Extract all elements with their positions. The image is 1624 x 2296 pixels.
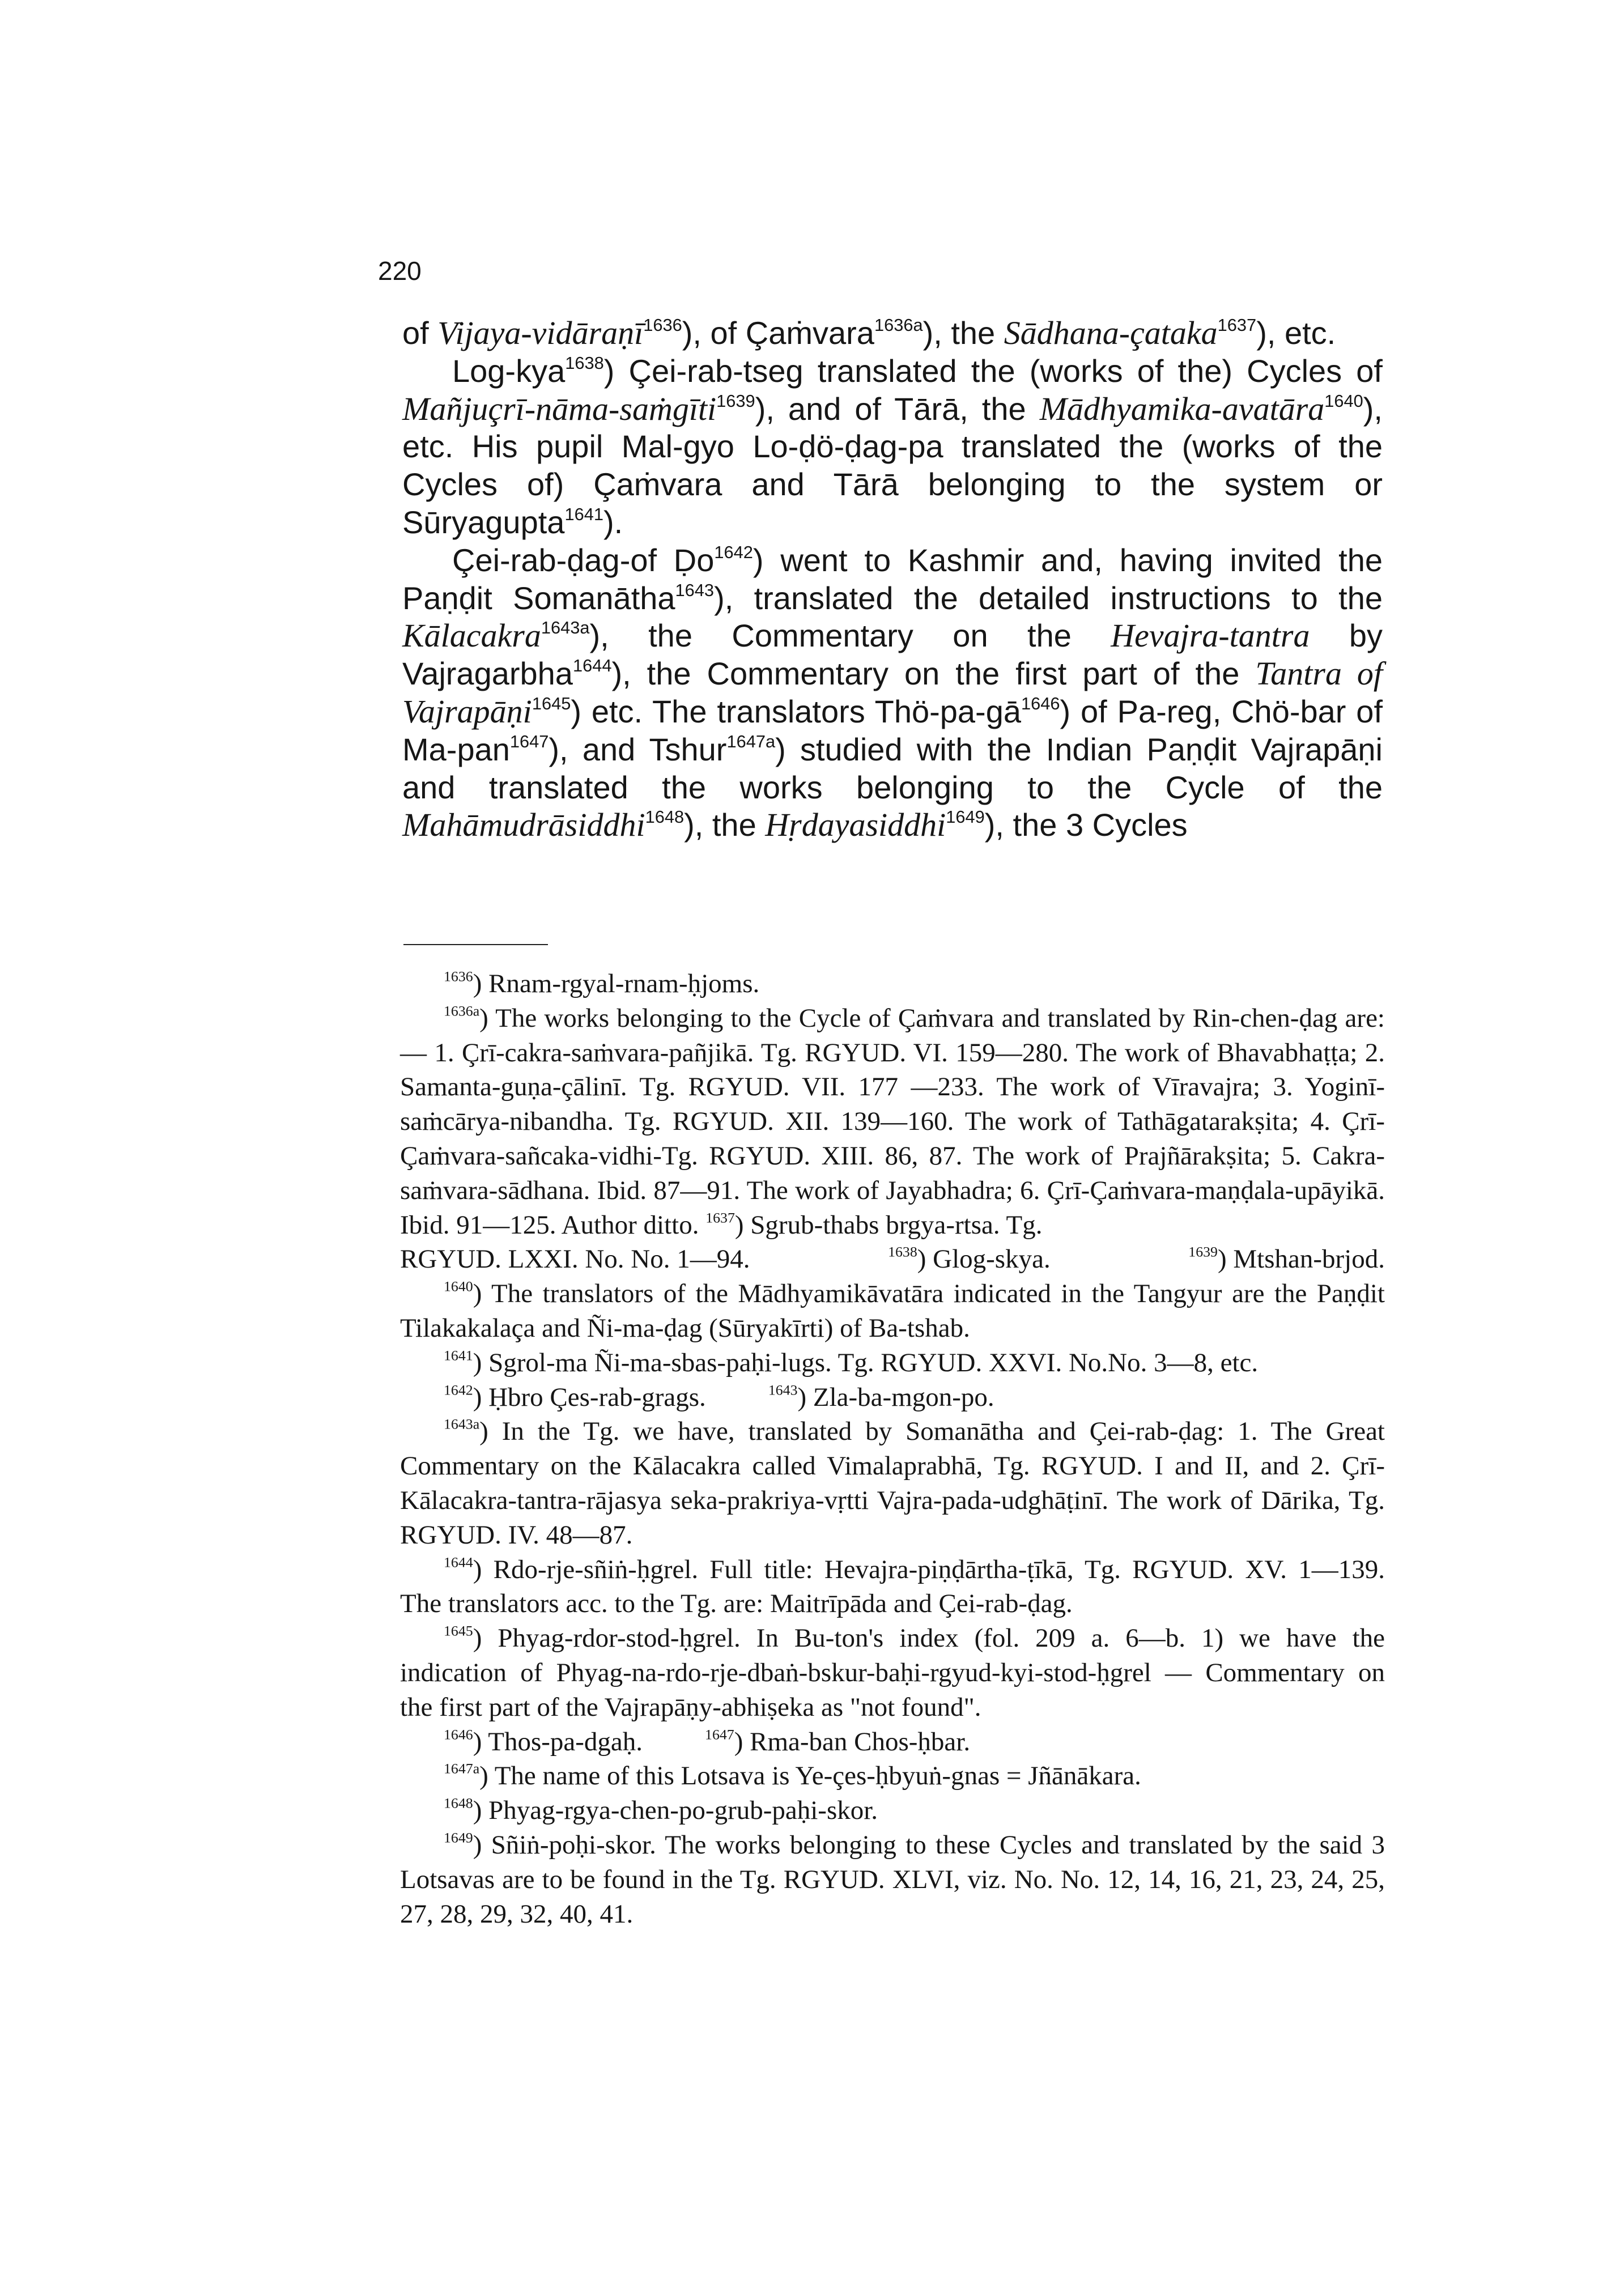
footnote-1642: $^{1642}$) Ḥbro Çes-rab-grags.: [444, 1381, 706, 1412]
footnote-1636a-text: $^{1636a}$) The works belonging to the Cycle of Çaṁvara and translated by Rin-chen-ḍag are: — 1. Çrī-cakra-saṁvara-pañjikā. Tg. RGYUD. VI. 159—280. The work of Bhavabhaṭṭa; 2. Samanta-guṇa-çālinī. Tg. RGYUD. VII. 177 —233. The work of Vīravajra; 3. Yoginī-saṁcārya-nibandha. Tg. RGYUD. XII. 139—160. The work of Tathāgatarakṣita; 4. Çrī-Çaṁvara-sañcaka-vidhi-Tg. RGYUD. XIII. 86, 87. The work of Prajñārakṣita; 5. Cakra-saṁvara-sādhana. Ibid. 87—91. The work of Jayabhadra; 6. Çrī-Çaṁvara-maṇḍala-upāyikā. Ibid. 91—125. Author ditto.: [400, 1002, 1385, 1240]
footnote-divider: [403, 944, 548, 945]
footnotes: [400, 967, 1385, 1931]
footnote-1643a: $^{1643a}$) In the Tg. we have, translated by Somanātha and Çei-rab-ḍag: 1. The Great Commentary on the Kālacakra called Vimalaprabhā, Tg. RGYUD. I and II, and 2. Çrī-Kālacakra-tantra-rājasya seka-prakriya-vṛtti Vajra-pada-udghāṭinī. The work of Dārika, Tg. RGYUD. IV. 48—87.: [400, 1415, 1385, 1550]
footnote-1638: $^{1638}$) Glog-skya.: [888, 1244, 1051, 1274]
footnote-1641: $^{1641}$) Sgrol-ma Ñi-ma-sbas-paḥi-lugs. Tg. RGYUD. XXVI. No.No. 3—8, etc.: [444, 1347, 1259, 1377]
body-paragraph-2: Log-kya$^{1638}$) Çei-rab-tseg translated the (works of the) Cycles of Mañjuçrī-nāma-saṁgīti$^{1639}$), and of Tārā, the Mādhyamika-avatāra$^{1640}$), etc. His pupil Mal-gyo Lo-ḍö-ḍag-pa translated the (works of the Cycles of) Çaṁvara and Tārā belonging to the system or Sūryagupta$^{1641}$).: [402, 352, 1383, 540]
footnote-line-1646-1647: [400, 1725, 1385, 1759]
footnote-1644: $^{1644}$) Rdo-rje-sñiṅ-ḥgrel. Full title: Hevajra-piṇḍārtha-ṭīkā, Tg. RGYUD. XV. 1—139. The translators acc. to the Tg. are: Maitrīpāda and Çei-rab-ḍag.: [400, 1554, 1385, 1619]
footnote-1645: $^{1645}$) Phyag-rdor-stod-ḥgrel. In Bu-ton's index (fol. 209 a. 6—b. 1) we have the indication of Phyag-na-rdo-rje-dbaṅ-bskur-baḥi-rgyud-kyi-stod-ḥgrel — Commentary on the first part of the Vajrapāṇy-abhiṣeka as "not found".: [400, 1622, 1385, 1722]
body-paragraph-1: of Vijaya-vidāraṇī$^{1636}$), of Çaṁvara$^{1636a}$), the Sādhana-çataka$^{1637}$), etc.: [402, 314, 1336, 351]
footnote-1639: $^{1639}$) Mtshan-brjod.: [1188, 1244, 1385, 1274]
page-number: 220: [378, 256, 422, 286]
footnote-1637-end: RGYUD. LXXI. No. No. 1—94.: [400, 1244, 750, 1274]
footnote-1636: $^{1636}$) Rnam-rgyal-rnam-ḥjoms.: [444, 968, 760, 998]
footnote-1649: $^{1649}$) Sñiṅ-poḥi-skor. The works belonging to these Cycles and translated by the said 3 Lotsavas are to be found in the Tg. RGYUD. XLVI, viz. No. No. 12, 14, 16, 21, 23, 24, 25, 27, 28, 29, 32, 40, 41.: [400, 1829, 1385, 1929]
footnote-1648: $^{1648}$) Phyag-rgya-chen-po-grub-paḥi-skor.: [444, 1795, 878, 1826]
footnote-line-1637-1639: [400, 1242, 1385, 1277]
main-text: [402, 314, 1383, 844]
footnote-1637: $^{1637}$) Sgrub-thabs brgya-rtsa. Tg.: [705, 1209, 1043, 1240]
footnote-1643: $^{1643}$) Zla-ba-mgon-po.: [768, 1381, 994, 1412]
footnote-1640: $^{1640}$) The translators of the Mādhyamikāvatāra indicated in the Tangyur are the Paṇḍit Tilakakalaça and Ñi-ma-ḍag (Sūryakīrti) of Ba-tshab.: [400, 1278, 1385, 1343]
footnote-1647: $^{1647}$) Rma-ban Chos-ḥbar.: [705, 1726, 971, 1757]
footnote-line-1642-1643: [400, 1380, 1385, 1415]
footnote-1646: $^{1646}$) Thos-pa-dgaḥ.: [444, 1726, 643, 1757]
footnote-1636a: [400, 1001, 1385, 1243]
footnote-1647a: $^{1647a}$) The name of this Lotsava is Ye-çes-ḥbyuṅ-gnas = Jñānākara.: [444, 1760, 1141, 1791]
body-paragraph-3: Çei-rab-ḍag-of Ḍo$^{1642}$) went to Kashmir and, having invited the Paṇḍit Somanātha$^{1643}$), translated the detailed instructions to the Kālacakra$^{1643a}$), the Commentary on the Hevajra-tantra by Vajragarbha$^{1644}$), the Commentary on the first part of the Tantra of Vajrapāṇi$^{1645}$) etc. The translators Thö-$pa-gā^{1646}$) of Pa-reg, Chö-bar of Ma-pan$^{1647}$), and Tshur$^{1647a}$) studied with the Indian Paṇḍit Vajrapāṇi and translated the works belonging to the Cycle of the Mahāmudrāsiddhi$^{1648}$), the Hṛdayasiddhi$^{1649}$), the 3 Cycles: [402, 542, 1383, 844]
